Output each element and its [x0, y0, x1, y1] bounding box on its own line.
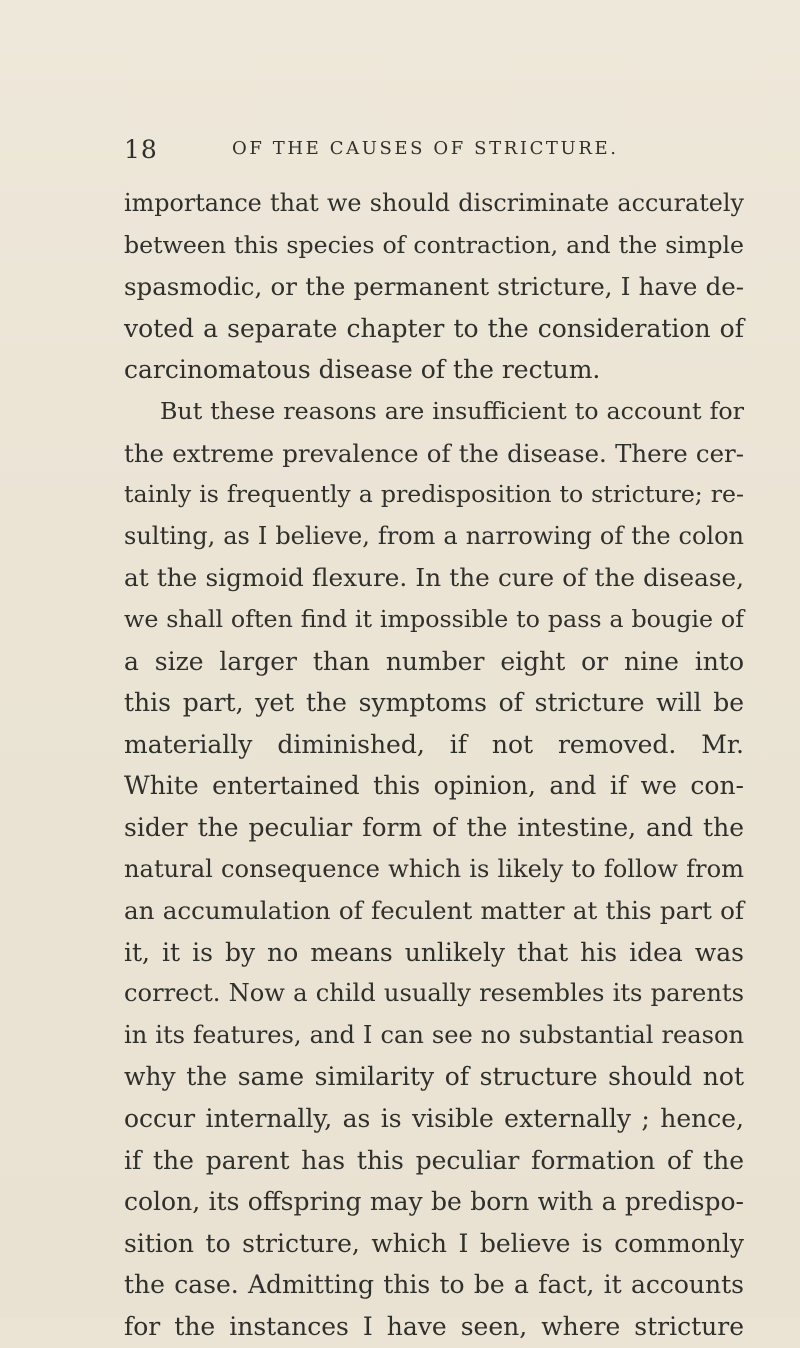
text-line: importance that we should discriminate accurately [124, 189, 744, 217]
text-line: voted a separate chapter to the consideration of [124, 313, 744, 343]
text-line: materially diminished, if not removed. Mr. [124, 729, 744, 759]
page-header [124, 135, 744, 167]
text-line: sider the peculiar form of the intestine, and the [124, 812, 744, 842]
text-line: in its features, and I can see no substantial reason [124, 1020, 744, 1049]
text-line: the extreme prevalence of the disease. There cer- [124, 438, 744, 468]
text-line: sulting, as I believe, from a narrowing of the colon [124, 521, 744, 550]
text-line: this part, yet the symptoms of stricture will be [124, 688, 744, 718]
text-line: colon, its offspring may be born with a predispo- [124, 1187, 744, 1217]
body-text [124, 183, 744, 1348]
text-line: it, it is by no means unlikely that his idea was [124, 937, 744, 967]
text-line: natural consequence which is likely to follow from [124, 854, 744, 883]
text-line: between this species of contraction, and the simple [124, 230, 744, 259]
text-line: correct. Now a child usually resembles its parents [124, 979, 744, 1008]
text-line: we shall often find it impossible to pass a bougie of [124, 604, 744, 633]
page-number: 18 [124, 135, 158, 164]
text-line: for the instances I have seen, where stricture [124, 1312, 744, 1342]
text-line: sition to stricture, which I believe is commonly [124, 1228, 744, 1258]
text-line: a size larger than number eight or nine into [124, 646, 744, 676]
text-line: occur internally, as is visible externally ; hence, [124, 1104, 744, 1134]
running-head: OF THE CAUSES OF STRICTURE. [232, 138, 619, 159]
text-line: why the same similarity of structure should not [124, 1062, 744, 1092]
text-line: carcinomatous disease of the rectum. [124, 355, 601, 385]
text-line: an accumulation of feculent matter at this part of [124, 896, 744, 926]
text-line: if the parent has this peculiar formation of the [124, 1145, 744, 1175]
text-line: the case. Admitting this to be a fact, it accounts [124, 1270, 744, 1300]
text-line: tainly is frequently a predisposition to stricture; re- [124, 480, 744, 509]
paragraph-start-line: But these reasons are insufficient to account for [160, 396, 744, 425]
text-line: White entertained this opinion, and if we con- [124, 771, 744, 801]
text-line: spasmodic, or the permanent stricture, I have de- [124, 272, 744, 302]
text-line: at the sigmoid flexure. In the cure of the disease, [124, 563, 744, 593]
